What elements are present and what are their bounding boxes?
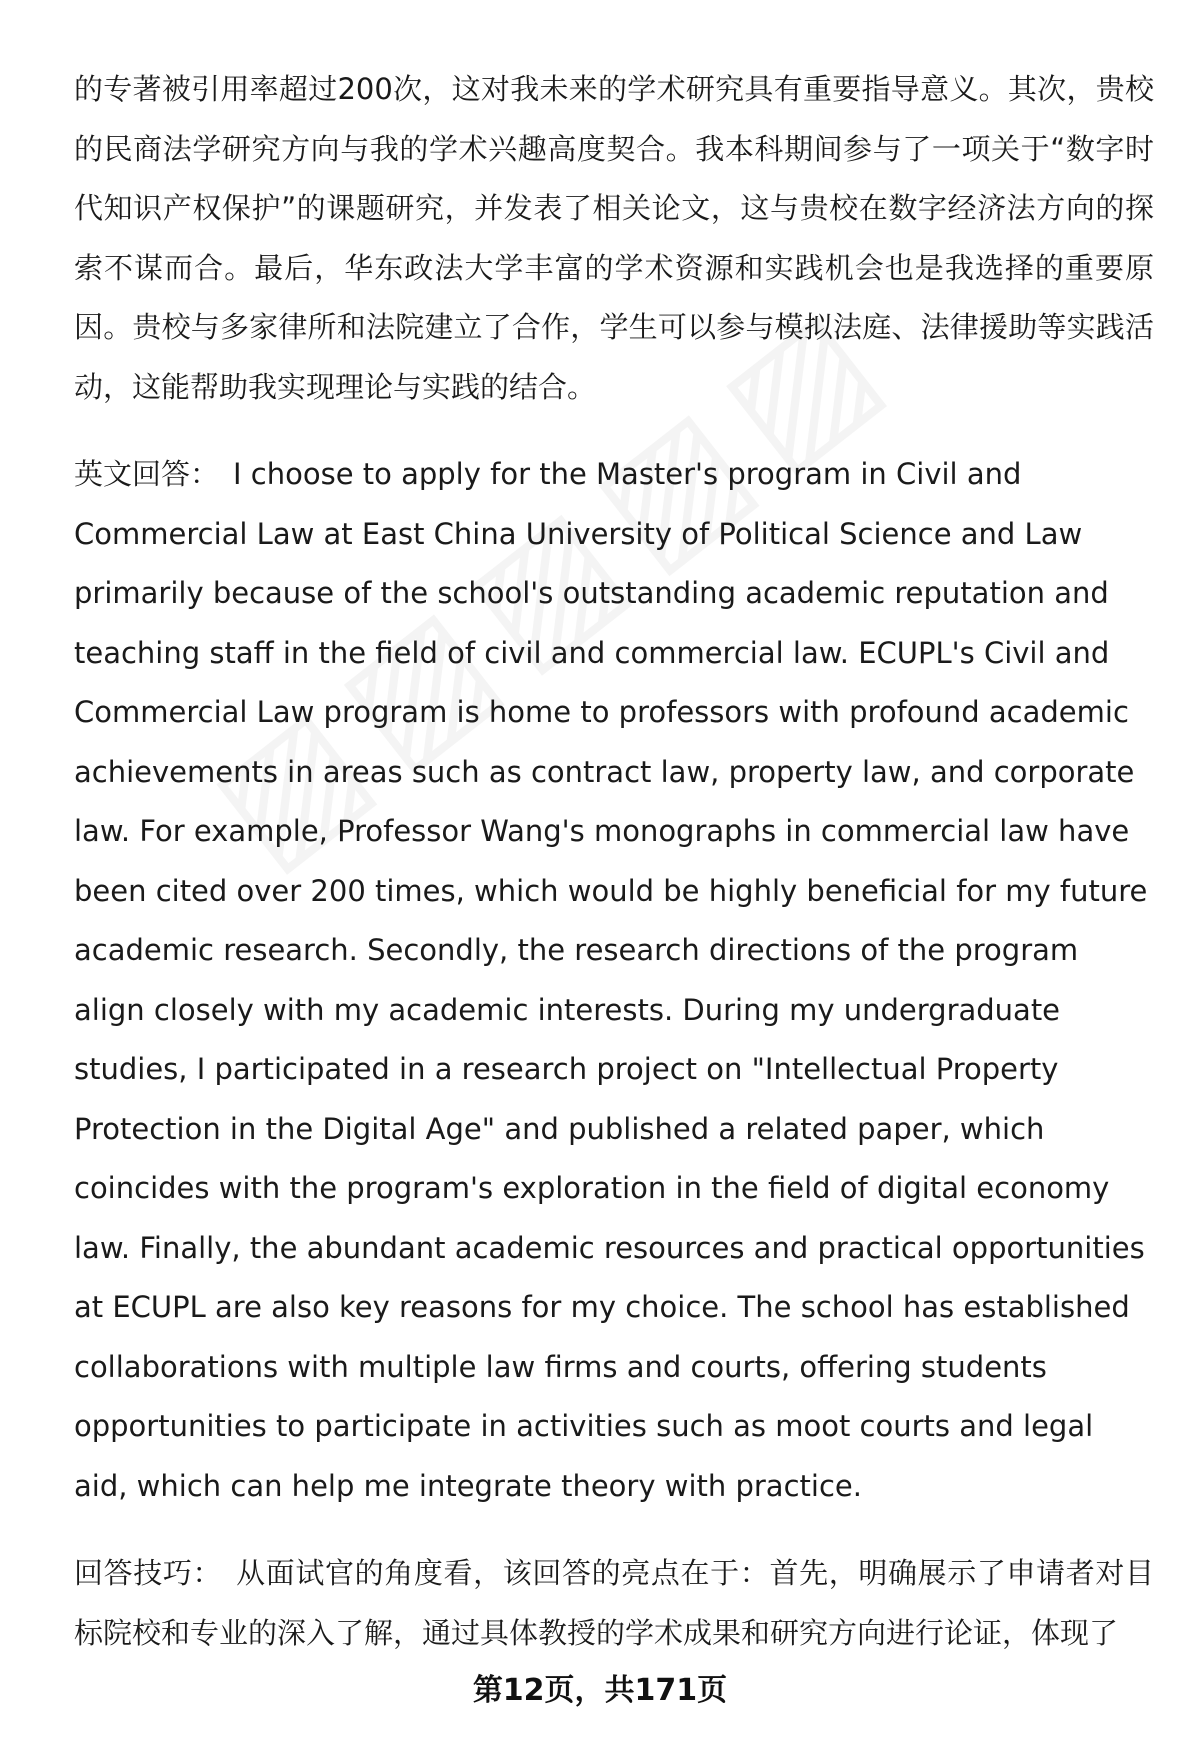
answer-tips-label: 回答技巧： xyxy=(74,1556,223,1590)
page-content xyxy=(74,60,1154,1691)
english-answer-paragraph xyxy=(74,445,1154,1516)
chinese-answer-text: 的专著被引用率超过200次，这对我未来的学术研究具有重要指导意义。其次，贵校的民商法学研究方向与我的学术兴趣高度契合。我本科期间参与了一项关于“数字时代知识产权保护”的课题研究，并发表了相关论文，这与贵校在数字经济法方向的探索不谋而合。最后，华东政法大学丰富的学术资源和实践机会也是我选择的重要原因。贵校与多家律所和法院建立了合作，学生可以参与模拟法庭、法律援助等实践活动，这能帮助我实现理论与实践的结合。 xyxy=(74,72,1154,404)
answer-tips-text: 从面试官的角度看，该回答的亮点在于：首先，明确展示了申请者对目标院校和专业的深入了解，通过具体教授的学术成果和研究方向进行论证，体现了 xyxy=(74,1556,1154,1650)
english-answer-label: 英文回答： xyxy=(74,457,220,491)
page-number-footer: 第12页，共171页 xyxy=(472,1673,728,1708)
chinese-answer-continuation xyxy=(74,60,1154,417)
answer-tips-paragraph xyxy=(74,1544,1154,1663)
english-answer-text: I choose to apply for the Master's program in Civil and Commercial Law at East China University of Political Science and Law primarily because of the school's outstanding academic reputation and teaching staff in the field of civil and commercial law. ECUPL's Civil and Commercial Law program is home to professors with profound academic achievements in areas such as contract law, property law, and corporate law. For example, Professor Wang's monographs in commercial law have been cited over 200 times, which would be highly beneficial for my future academic research. Secondly, the research directions of the program align closely with my academic interests. During my undergraduate studies, I participated in a research project on "Intellectual Property Protection in the Digital Age" and published a related paper, which coincides with the program's exploration in the field of digital economy law. Finally, the abundant academic resources and practical opportunities at ECUPL are also key reasons for my choice. The school has established collaborations with multiple law firms and courts, offering students opportunities to participate in activities such as moot courts and legal aid, which can help me integrate theory with practice. xyxy=(74,457,1148,1503)
